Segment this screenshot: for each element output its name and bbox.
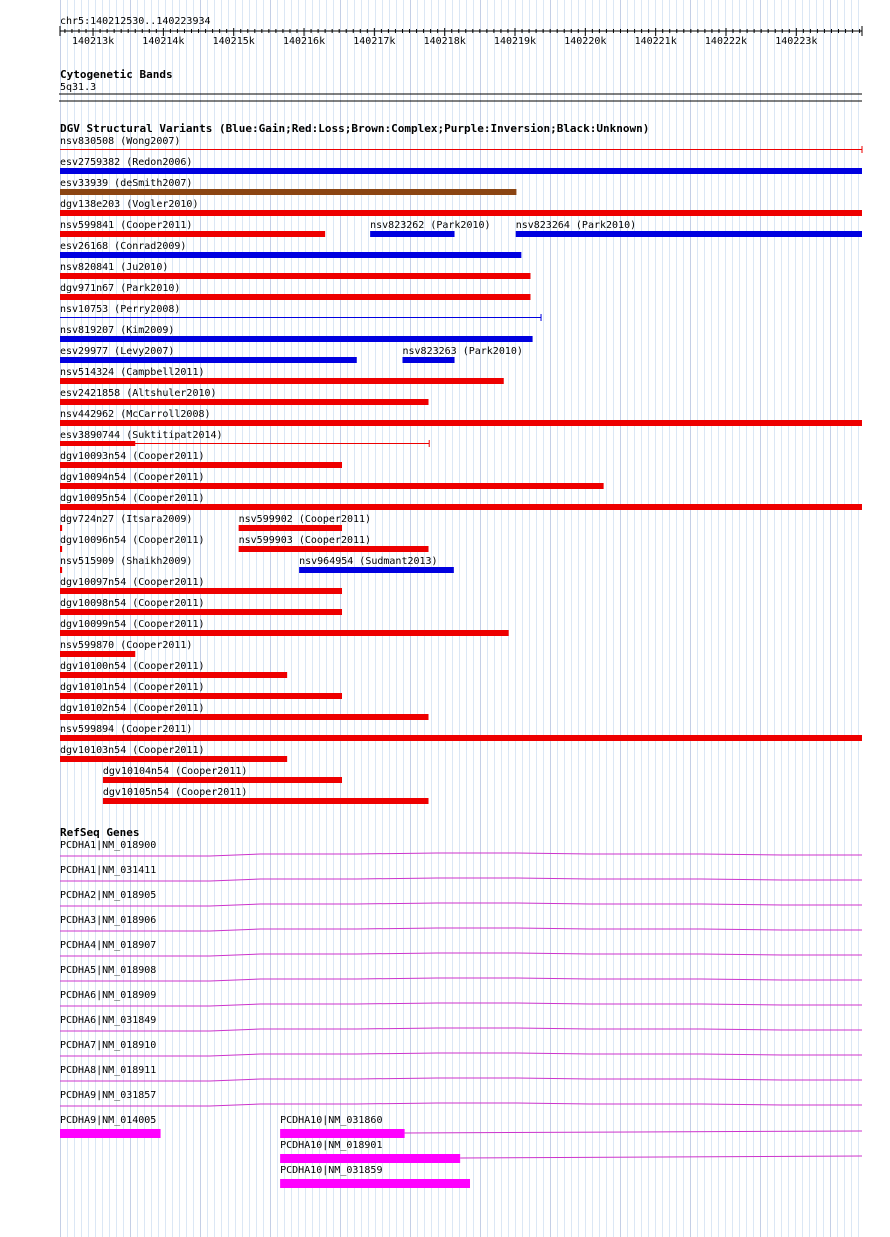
- sv-bar: [60, 651, 135, 657]
- sv-label: dgv10093n54 (Cooper2011): [60, 451, 205, 462]
- sv-label: nsv599870 (Cooper2011): [60, 640, 193, 651]
- gene-label: PCDHA6|NM_031849: [60, 1015, 157, 1026]
- gene-intron-line: [460, 1156, 862, 1158]
- sv-label: dgv10096n54 (Cooper2011): [60, 535, 205, 546]
- gene-exon-block: [60, 1129, 161, 1138]
- gene-intron-line: [60, 1053, 862, 1056]
- gene-exon-block: [280, 1129, 404, 1138]
- sv-bar: [516, 231, 862, 237]
- sv-bar: [299, 567, 454, 573]
- sv-bar: [60, 357, 357, 363]
- sv-bar: [60, 273, 530, 279]
- gene-label: PCDHA3|NM_018906: [60, 915, 157, 926]
- sv-label: nsv823264 (Park2010): [515, 220, 637, 231]
- sv-bar: [60, 462, 342, 468]
- sv-bar: [239, 525, 342, 531]
- ruler-tick-label: 140214k: [142, 36, 185, 47]
- gene-label: PCDHA10|NM_031859: [280, 1165, 383, 1176]
- gene-label: PCDHA2|NM_018905: [60, 890, 157, 901]
- gene-intron-line: [60, 1003, 862, 1006]
- sv-label: nsv820841 (Ju2010): [60, 262, 169, 273]
- ruler-tick-label: 140213k: [71, 36, 115, 47]
- sv-bar: [60, 168, 862, 174]
- sv-bar: [60, 210, 862, 216]
- sv-label: dgv10102n54 (Cooper2011): [60, 703, 205, 714]
- refseq-features: [60, 840, 862, 1188]
- sv-label: dgv10104n54 (Cooper2011): [102, 766, 248, 777]
- cytoband-track-title: Cytogenetic Bands: [60, 68, 173, 81]
- gene-intron-line: [60, 903, 862, 906]
- position-label: chr5:140212530..140223934: [60, 16, 211, 27]
- gene-intron-line: [60, 1078, 862, 1081]
- dgv-features: [60, 136, 862, 804]
- ruler-tick-label: 140215k: [212, 36, 255, 47]
- sv-label: nsv599841 (Cooper2011): [60, 220, 193, 231]
- ruler-tick-label: 140221k: [634, 36, 677, 47]
- sv-bar: [370, 231, 454, 237]
- sv-bar: [60, 231, 325, 237]
- gene-label: PCDHA4|NM_018907: [60, 940, 157, 951]
- sv-label: esv2759382 (Redon2006): [60, 157, 193, 168]
- ruler-tick-label: 140218k: [423, 36, 466, 47]
- sv-bar: [103, 798, 429, 804]
- sv-bar: [60, 546, 62, 552]
- sv-label: esv26168 (Conrad2009): [60, 241, 187, 252]
- sv-label: dgv10095n54 (Cooper2011): [60, 493, 205, 504]
- gene-intron-line: [60, 1028, 862, 1031]
- sv-bar: [402, 357, 454, 363]
- sv-label: dgv10100n54 (Cooper2011): [60, 661, 205, 672]
- sv-bar: [60, 567, 62, 573]
- sv-label: nsv442962 (McCarroll2008): [60, 409, 211, 420]
- sv-bar: [60, 399, 429, 405]
- ruler-tick-label: 140220k: [564, 36, 607, 47]
- sv-label: dgv971n67 (Park2010): [60, 283, 181, 294]
- gene-intron-line: [60, 1103, 862, 1106]
- sv-bar: [60, 735, 862, 741]
- sv-label: dgv724n27 (Itsara2009): [60, 514, 193, 525]
- sv-label: nsv823262 (Park2010): [370, 220, 491, 231]
- sv-bar: [60, 714, 429, 720]
- sv-label: nsv830508 (Wong2007): [60, 136, 181, 147]
- gene-exon-block: [280, 1154, 460, 1163]
- sv-label: esv29977 (Levy2007): [60, 346, 175, 357]
- sv-bar: [60, 630, 509, 636]
- sv-bar: [60, 672, 287, 678]
- sv-bar: [60, 525, 62, 531]
- sv-label: dgv10105n54 (Cooper2011): [102, 787, 248, 798]
- ruler-tick-label: 140222k: [704, 36, 748, 47]
- sv-label: dgv138e203 (Vogler2010): [60, 199, 199, 210]
- gene-label: PCDHA6|NM_018909: [60, 990, 157, 1001]
- gene-label: PCDHA5|NM_018908: [60, 965, 157, 976]
- gene-intron-line: [60, 928, 862, 931]
- sv-bar: [60, 483, 604, 489]
- sv-bar: [60, 420, 862, 426]
- ruler-tick-label: 140219k: [493, 36, 537, 47]
- sv-label: dgv10094n54 (Cooper2011): [60, 472, 205, 483]
- refseq-track-title: RefSeq Genes: [60, 826, 140, 839]
- sv-label: nsv599902 (Cooper2011): [238, 514, 372, 525]
- sv-label: esv3890744 (Suktitipat2014): [60, 430, 223, 441]
- sv-bar: [239, 546, 429, 552]
- gene-label: PCDHA7|NM_018910: [60, 1040, 157, 1051]
- ruler-tick-label: 140217k: [353, 36, 396, 47]
- sv-label: nsv964954 (Sudmant2013): [299, 556, 438, 567]
- gene-intron-line: [60, 953, 862, 956]
- gene-intron-line: [60, 978, 862, 981]
- coordinate-ruler: [60, 16, 862, 47]
- sv-bar: [60, 609, 342, 615]
- sv-label: dgv10098n54 (Cooper2011): [60, 598, 205, 609]
- dgv-track-title: DGV Structural Variants (Blue:Gain;Red:Loss;Brown:Complex;Purple:Inversion;Black:Unknown): [60, 122, 650, 135]
- sv-bar: [60, 336, 533, 342]
- gene-label: PCDHA9|NM_014005: [60, 1115, 157, 1126]
- gene-intron-line: [60, 878, 862, 881]
- sv-label: esv2421858 (Altshuler2010): [60, 388, 217, 399]
- sv-label: nsv599894 (Cooper2011): [60, 724, 193, 735]
- gene-label: PCDHA10|NM_018901: [280, 1140, 383, 1151]
- sv-label: nsv514324 (Campbell2011): [60, 367, 205, 378]
- sv-label: nsv819207 (Kim2009): [60, 325, 175, 336]
- gene-label: PCDHA1|NM_031411: [60, 865, 157, 876]
- sv-label: esv33939 (deSmith2007): [60, 178, 193, 189]
- dgv-track: [60, 122, 862, 804]
- ruler-tick-label: 140223k: [775, 36, 818, 47]
- sv-bar: [60, 252, 521, 258]
- sv-label: dgv10099n54 (Cooper2011): [60, 619, 205, 630]
- sv-bar: [60, 693, 342, 699]
- sv-label: nsv823263 (Park2010): [402, 346, 523, 357]
- sv-label: nsv10753 (Perry2008): [60, 304, 181, 315]
- sv-bar: [60, 294, 530, 300]
- sv-label: nsv515909 (Shaikh2009): [60, 556, 193, 567]
- cytoband-label: 5q31.3: [60, 82, 97, 93]
- gene-label: PCDHA1|NM_018900: [60, 840, 157, 851]
- sv-bar: [60, 441, 135, 446]
- gene-exon-block: [280, 1179, 470, 1188]
- refseq-track: [60, 826, 862, 1188]
- gene-label: PCDHA9|NM_031857: [60, 1090, 157, 1101]
- gene-label: PCDHA8|NM_018911: [60, 1065, 157, 1076]
- sv-label: dgv10101n54 (Cooper2011): [60, 682, 205, 693]
- sv-bar: [60, 189, 516, 195]
- sv-label: dgv10097n54 (Cooper2011): [60, 577, 205, 588]
- sv-bar: [103, 777, 342, 783]
- sv-bar: [60, 756, 287, 762]
- gene-intron-line: [60, 853, 862, 856]
- sv-bar: [60, 504, 862, 510]
- sv-bar: [60, 378, 504, 384]
- sv-label: dgv10103n54 (Cooper2011): [60, 745, 205, 756]
- ruler-tick-label: 140216k: [282, 36, 326, 47]
- sv-label: nsv599903 (Cooper2011): [238, 535, 372, 546]
- sv-bar: [60, 588, 342, 594]
- gene-label: PCDHA10|NM_031860: [280, 1115, 383, 1126]
